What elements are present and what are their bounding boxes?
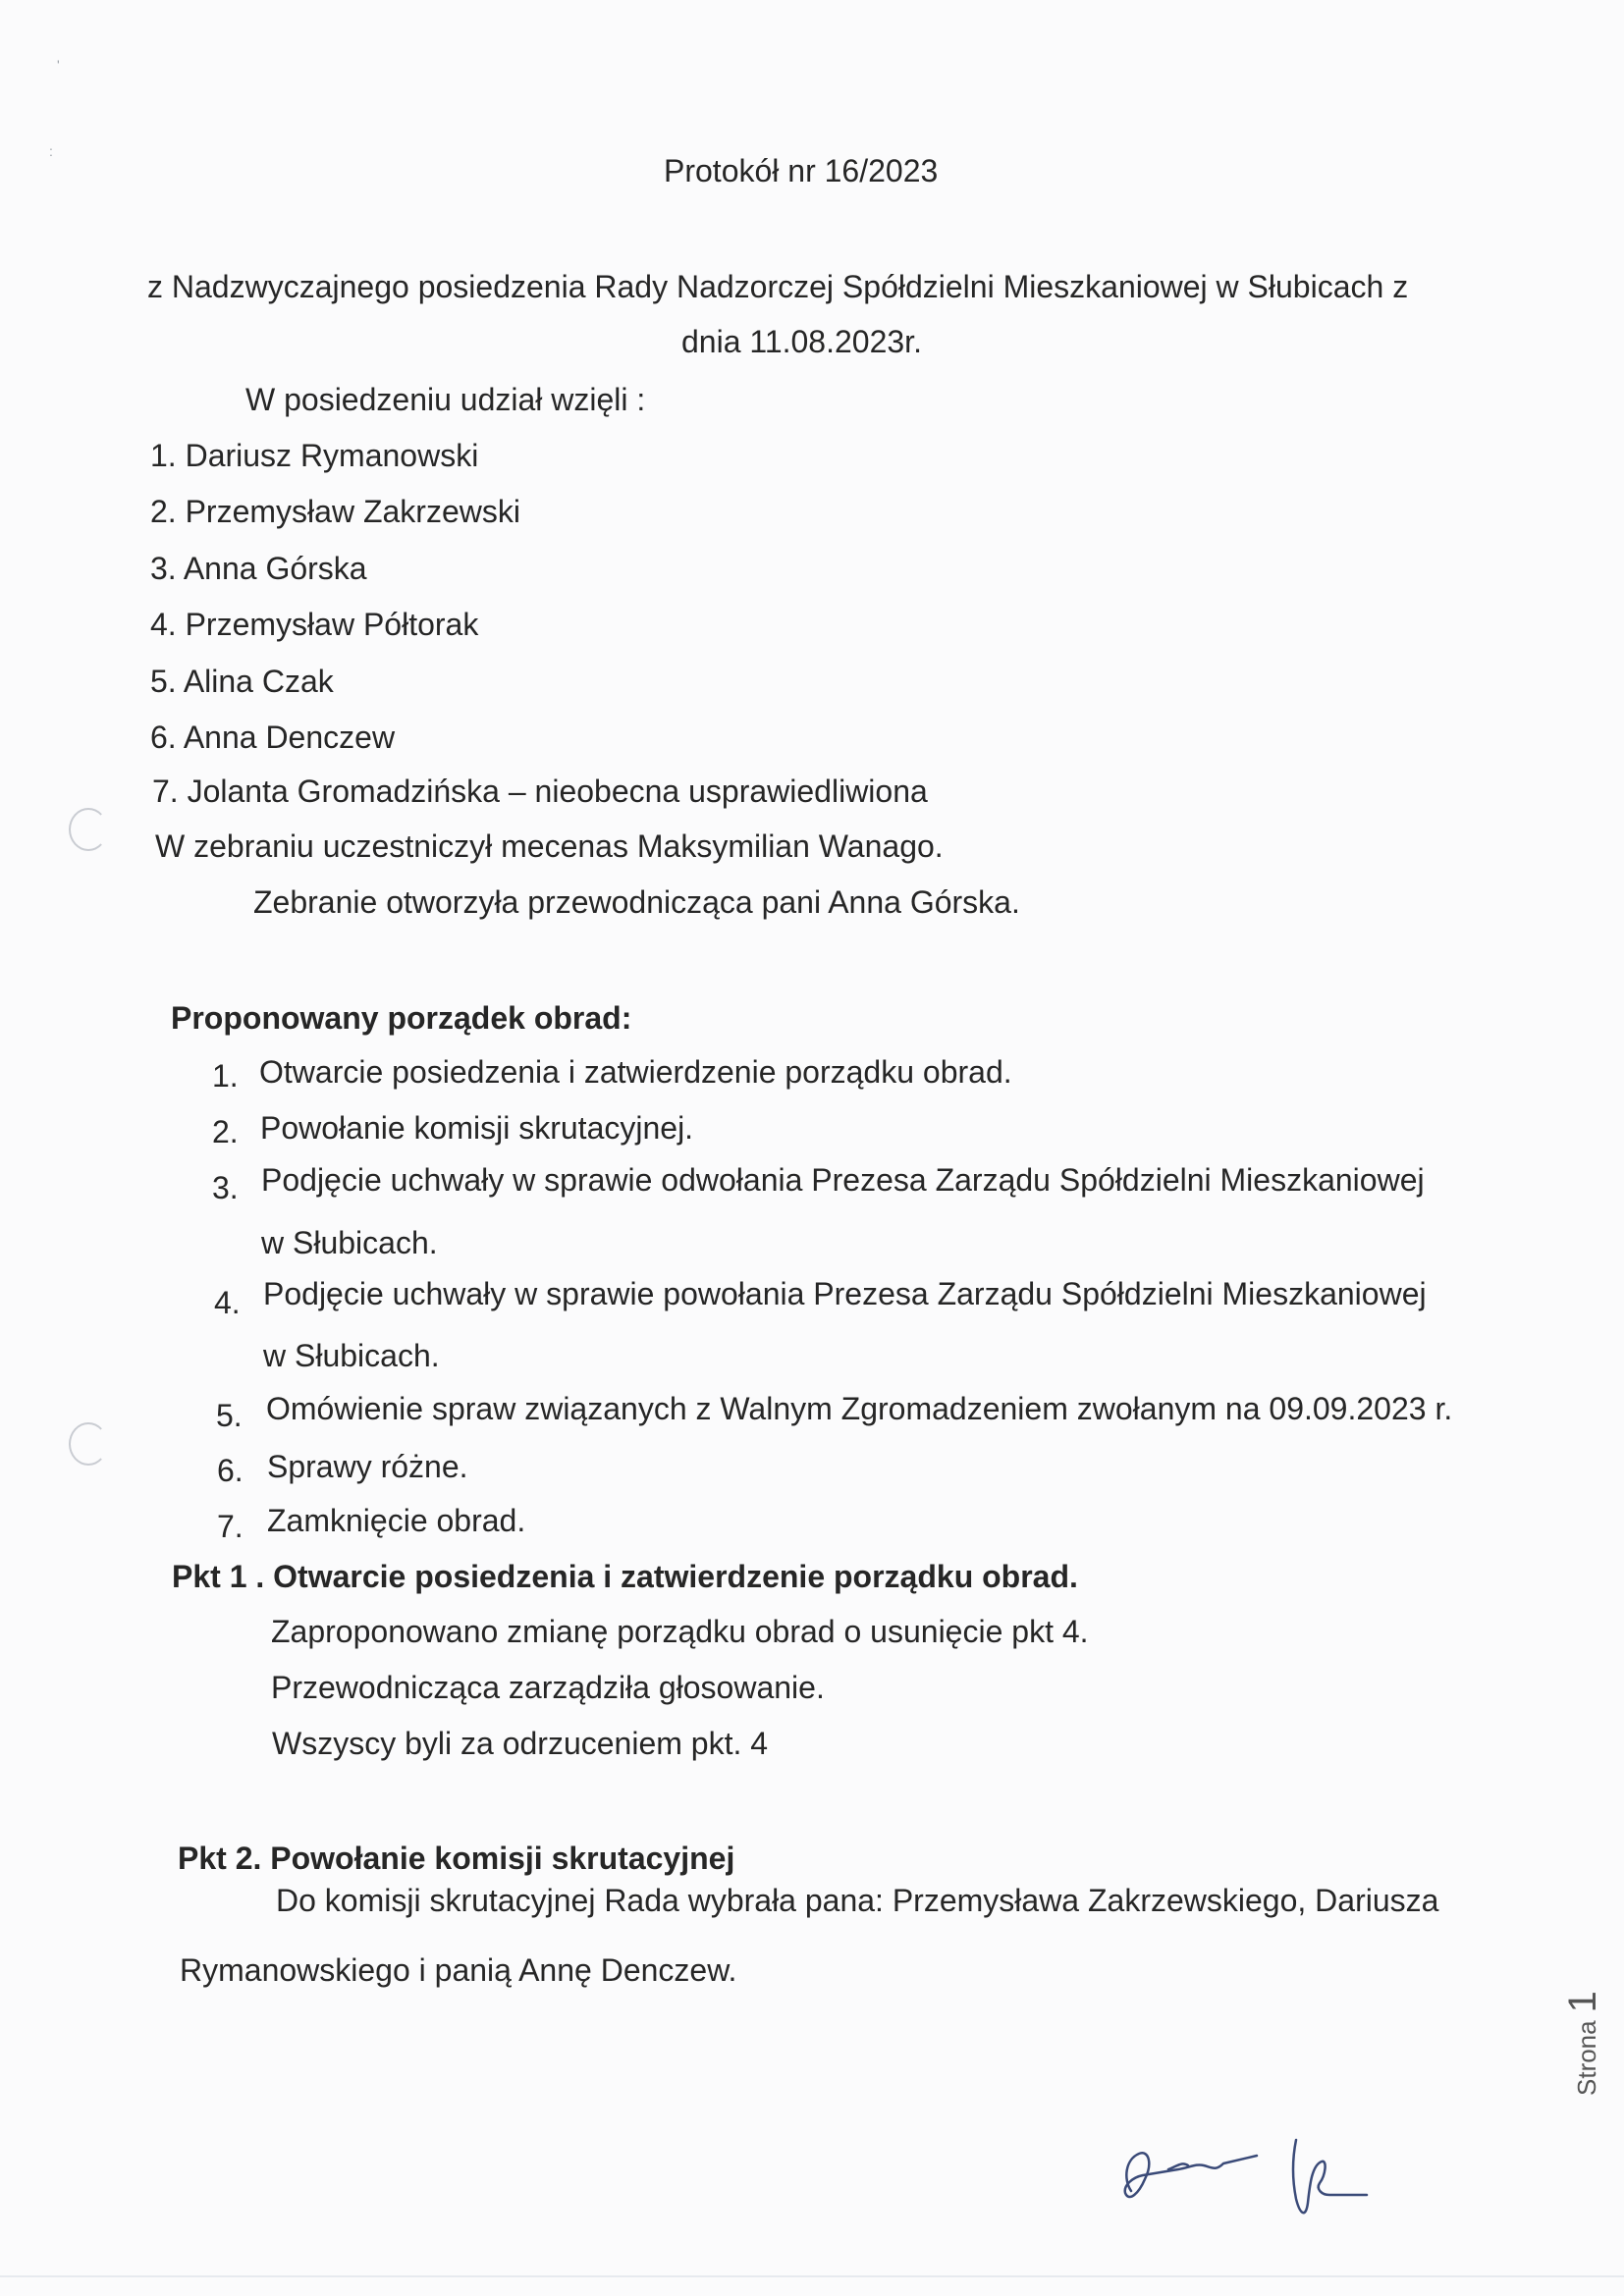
- agenda-item-text: Zamknięcie obrad.: [267, 1503, 526, 1538]
- section-text: Rymanowskiego i panią Annę Denczew.: [180, 1952, 737, 1988]
- attendee-item: 5. Alina Czak: [150, 664, 334, 699]
- handwritten-signatures: [1110, 2120, 1384, 2228]
- agenda-item-number: 3.: [212, 1170, 239, 1205]
- agenda-item-text: Podjęcie uchwały w sprawie powołania Prezesa Zarządu Spółdzielni Mieszkaniowej: [263, 1276, 1427, 1311]
- scan-bottom-edge: [0, 2275, 1624, 2277]
- attendee-item: 6. Anna Denczew: [150, 720, 396, 755]
- agenda-item-number: 5.: [216, 1398, 243, 1433]
- agenda-item-text: Otwarcie posiedzenia i zatwierdzenie porządku obrad.: [259, 1054, 1012, 1090]
- agenda-item-number: 1.: [212, 1058, 239, 1094]
- document-title: Protokół nr 16/2023: [664, 153, 939, 188]
- guest-line: W zebraniu uczestniczył mecenas Maksymilian Wanago.: [155, 828, 944, 864]
- section-heading-pkt2: Pkt 2. Powołanie komisji skrutacyjnej: [178, 1841, 735, 1876]
- attendee-item: 3. Anna Górska: [150, 551, 367, 586]
- section-heading-pkt1: Pkt 1 . Otwarcie posiedzenia i zatwierdzenie porządku obrad.: [172, 1559, 1078, 1594]
- section-text: Zaproponowano zmianę porządku obrad o usunięcie pkt 4.: [271, 1614, 1089, 1649]
- agenda-item-text: Powołanie komisji skrutacyjnej.: [260, 1110, 694, 1146]
- section-text: Przewodnicząca zarządziła głosowanie.: [271, 1670, 825, 1705]
- section-text: Do komisji skrutacyjnej Rada wybrała pana: Przemysława Zakrzewskiego, Dariusza: [276, 1883, 1439, 1918]
- agenda-item-number: 6.: [217, 1453, 244, 1488]
- punch-hole: [69, 808, 108, 851]
- agenda-item-text: w Słubicach.: [263, 1338, 440, 1373]
- attendee-item: 7. Jolanta Gromadzińska – nieobecna usprawiedliwiona: [152, 774, 928, 809]
- agenda-heading: Proponowany porządek obrad:: [171, 1000, 632, 1036]
- agenda-item-text: Sprawy różne.: [267, 1449, 468, 1484]
- attendee-item: 2. Przemysław Zakrzewski: [150, 494, 520, 529]
- scan-speck: ': [57, 57, 60, 73]
- agenda-item-text: Omówienie spraw związanych z Walnym Zgromadzeniem zwołanym na 09.09.2023 r.: [266, 1391, 1453, 1426]
- agenda-item-number: 4.: [214, 1285, 241, 1320]
- document-subtitle-line2: dnia 11.08.2023r.: [681, 324, 922, 359]
- agenda-item-text: Podjęcie uchwały w sprawie odwołania Prezesa Zarządu Spółdzielni Mieszkaniowej: [261, 1162, 1425, 1198]
- attendee-item: 4. Przemysław Półtorak: [150, 607, 479, 642]
- attendance-intro: W posiedzeniu udział wzięli :: [245, 382, 646, 417]
- document-subtitle-line1: z Nadzwyczajnego posiedzenia Rady Nadzorczej Spółdzielni Mieszkaniowej w Słubicach z: [147, 269, 1409, 304]
- opening-line: Zebranie otworzyła przewodnicząca pani Anna Górska.: [253, 884, 1020, 920]
- attendee-item: 1. Dariusz Rymanowski: [150, 438, 479, 473]
- section-text: Wszyscy byli za odrzuceniem pkt. 4: [272, 1726, 769, 1761]
- punch-hole: [69, 1422, 108, 1466]
- agenda-item-number: 2.: [212, 1114, 239, 1149]
- agenda-item-number: 7.: [217, 1509, 244, 1544]
- page-label-text: Strona: [1572, 2020, 1601, 2096]
- scan-speck: :: [49, 143, 53, 159]
- page-number: 1: [1561, 1991, 1604, 2013]
- agenda-item-text: w Słubicach.: [261, 1225, 438, 1260]
- page-number-label: [1561, 1991, 1605, 2096]
